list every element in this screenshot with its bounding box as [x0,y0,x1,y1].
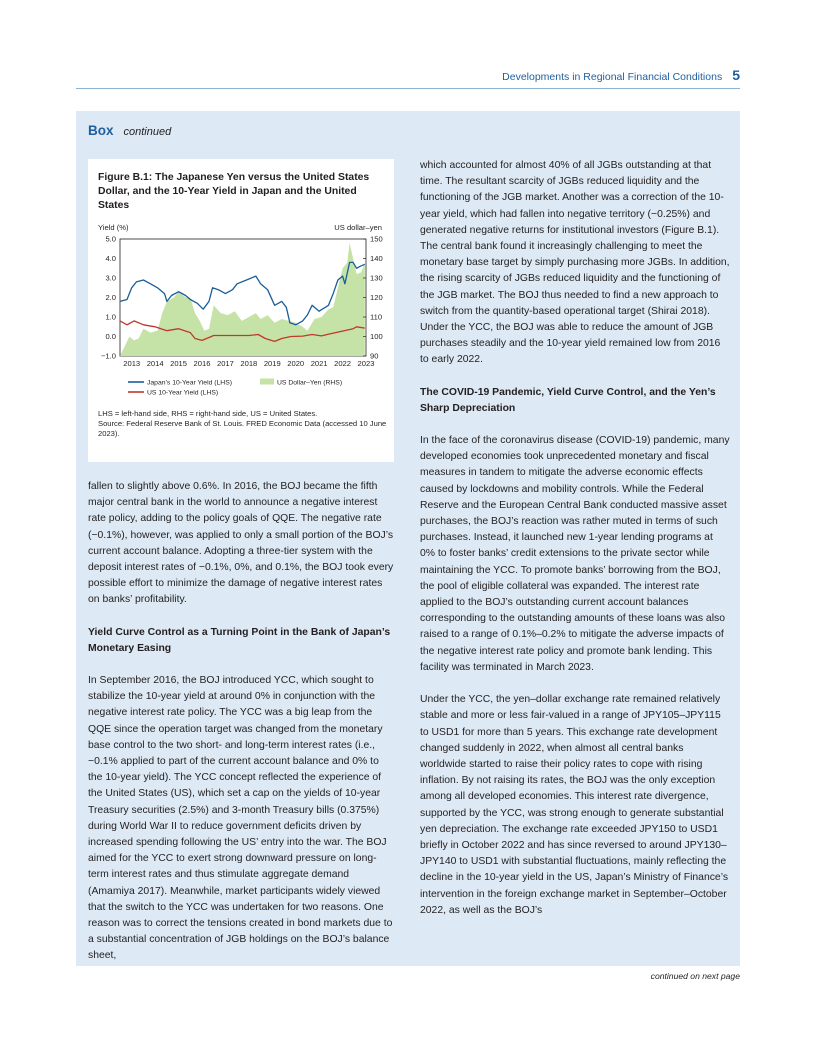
x-tick-label: 2021 [310,359,328,368]
paragraph: Under the YCC, the yen–dollar exchange rate remained relatively stable and more or less fair-valued in a range of JPY105–JPY115 to USD1 for more than 5 years. This exchange rate development changed suddenly in 2022, when almost all central banks worldwide started to raise their policy rates to cope with rising inflation. By not raising its rates, the BOJ was the only exception among all developed economies. This interest rate divergence, supported by the YCC, was strong enough to generate substantial yen depreciation. The exchange rate exceeded JPY150 to USD1 briefly in October 2022 and has since reversed to around JPY130–JPY140 to USD1 with substantial fluctuations, mainly reflecting the decline in the 10-year yield in the US, Japan’s Ministry of Finance’s intervention in the foreign exchange market in September–October 2022, as well as the BOJ’s [420,694,729,916]
running-title: Developments in Regional Financial Conditions [502,71,723,83]
y-right-tick-label: 90 [370,351,379,361]
x-tick-label: 2015 [170,359,188,368]
y-left-tick-label: −1.0 [101,351,116,361]
y-left-tick-label: 0.0 [105,332,116,341]
paragraph: which accounted for almost 40% of all JGBs outstanding at that time. The resultant scarcity of JGBs reduced liquidity and the functioning of the JGB market. Another was a correction of the 10-year yield, which had fallen into negative territory (−0.25%) and generated negative returns for institutional investors (Figure B.1). The central bank found it increasingly challenging to meet the monetary base target by simply purchasing more JGBs. In addition, the rising scarcity of JGBs reduced liquidity and the functioning of the JGB market. The BOJ thus needed to find a new approach to switch from the quantity-based operational target (Shirai 2018). Under the YCC, the BOJ was able to reduce the amount of JGB purchases steadily and the 10-year yield remained low from 2016 to early 2022. [420,160,730,366]
legend-label-us: US 10-Year Yield (LHS) [147,389,219,397]
y-left-tick-label: 1.0 [105,312,116,322]
legend-label-japan: Japan’s 10-Year Yield (LHS) [147,379,233,387]
paragraph: In September 2016, the BOJ introduced YCC, which sought to stabilize the 10-year yield at around 0% in conjunction with the negative interest rate policy. The YCC was a big leap from the QQE since the operation target was changed from the monetary base control to the two short- and long-term interest rates (i.e., −0.1% applied to part of the current account balance and 0% to the 10-year yield). The YCC concept reflected the experience of the United States (US), which set a cap on the yields of 10-year Treasury securities (2.5%) and 3-month Treasury bills (0.375%) during World War II to reduce government deficits driven by increased spending following the US’ entry into the war. The BOJ aimed for the YCC to exert strong downward pressure on long-term interest rates and thus stimulate aggregate demand (Amamiya 2017). Meanwhile, market participants widely viewed that the switch to the YCC was undertaken for two reasons. One reason was to correct the tensions created in bond markets due to a substantial concentration of JGB holdings on the BOJ’s balance sheet, [88,675,393,962]
running-header [502,67,740,83]
y-right-tick-label: 140 [370,254,383,263]
left-column [88,479,394,965]
yield-fx-chart [88,219,394,404]
figure-notes [98,409,388,439]
box-label [88,123,171,138]
x-tick-label: 2016 [193,359,211,368]
legend-label-usdjpy: US Dollar–Yen (RHS) [277,379,343,387]
y-right-tick-label: 100 [370,332,383,341]
y-right-tick-label: 110 [370,312,383,322]
x-tick-label: 2022 [334,359,352,368]
continued-footer: continued on next page [650,971,740,981]
y-right-tick-label: 120 [370,293,383,302]
x-tick-label: 2014 [146,359,164,368]
y-right-tick-label: 150 [370,234,383,244]
header-rule [76,88,740,89]
y-left-tick-label: 4.0 [105,254,116,263]
box-continued: continued [123,126,172,138]
paragraph: fallen to slightly above 0.6%. In 2016, the BOJ became the fifth major central bank in the world to announce a negative interest rate policy, adding to the policy goals of QQE. The negative rate (−0.1%), however, was applied to only a small portion of the BOJ’s current account balance. Adopting a three-tier system with the deposit interest rates of −0.1%, 0%, and 0.1%, the BOJ took every possible effort to minimize the damage of negative interest rates on banks’ profitability. [88,481,394,606]
usd-yen-area [120,243,365,356]
box-title: Box [88,123,114,138]
paragraph: In the face of the coronavirus disease (COVID-19) pandemic, many developed economies took unprecedented monetary and fiscal measures in tandem to mitigate the adverse economic effects caused by lockdowns and mobility controls. While the Federal Reserve and the European Central Bank conducted massive asset purchases, the BOJ’s reaction was rather muted in terms of such purchases. Instead, it launched new 1-year lending programs at 0% to foster banks’ credit extensions to the private sector while maintaining the YCC. To promote banks’ borrowing from the BOJ, the pool of eligible collateral was expanded. The interest rate applied to the BOJ’s outstanding current account balances corresponding to the outstanding amounts of these loans was also raised to a range of 0.1%–0.2% to mitigate the adverse impacts of the negative interest rate policy and promote bank lending. This facility was terminated in March 2023. [420,435,730,673]
page-number: 5 [732,67,740,83]
x-tick-label: 2023 [357,359,375,368]
x-tick-label: 2018 [240,359,258,368]
x-tick-label: 2013 [123,359,141,368]
x-tick-label: 2019 [263,359,281,368]
y-right-tick-label: 130 [370,273,383,283]
y-left-axis-label: Yield (%) [98,223,129,232]
y-left-tick-label: 2.0 [105,293,116,302]
x-tick-label: 2017 [216,359,234,368]
y-right-axis-label: US dollar–yen [334,223,382,232]
y-left-tick-label: 5.0 [105,234,116,244]
figure-b1 [88,159,394,462]
section-heading-ycc: Yield Curve Control as a Turning Point in the Bank of Japan’s Monetary Easing [88,626,391,654]
y-left-tick-label: 3.0 [105,273,116,283]
figure-title: Figure B.1: The Japanese Yen versus the United States Dollar, and the 10-Year Yield in Japan and the United States [98,172,370,211]
legend-swatch-usdjpy [260,379,274,385]
x-tick-label: 2020 [287,359,305,368]
section-heading-covid: The COVID-19 Pandemic, Yield Curve Control, and the Yen’s Sharp Depreciation [420,386,716,414]
figure-abbreviations: LHS = left-hand side, RHS = right-hand side, US = United States. [98,409,318,418]
right-column [420,158,730,919]
figure-source: Source: Federal Reserve Bank of St. Louis. FRED Economic Data (accessed 10 June 2023). [98,419,387,438]
